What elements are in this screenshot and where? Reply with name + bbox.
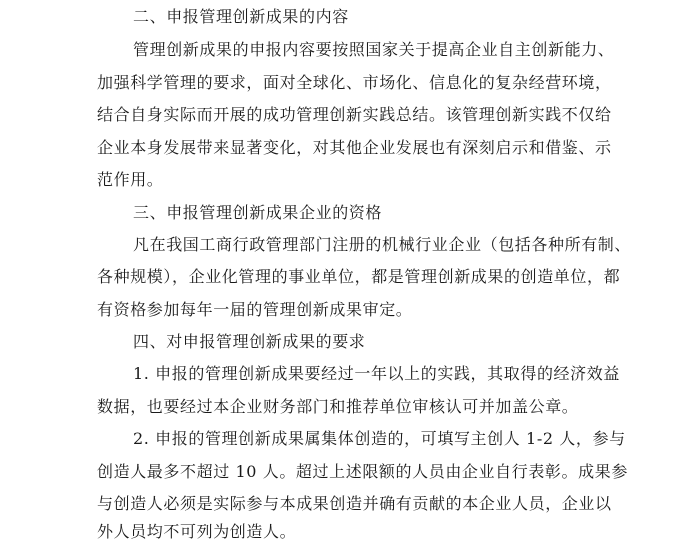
section-heading-3: 三、申报管理创新成果企业的资格	[133, 203, 383, 222]
paragraph-line: 各种规模），企业化管理的事业单位，都是管理创新成果的创造单位，都	[97, 267, 621, 286]
paragraph-line: 外人员均不可列为创造人。	[97, 522, 297, 541]
paragraph-line: 企业本身发展带来显著变化，对其他企业发展也有深刻启示和借鉴、示	[97, 138, 612, 157]
paragraph-line: 管理创新成果的申报内容要按照国家关于提高企业自主创新能力、	[133, 40, 615, 59]
paragraph-line: 加强科学管理的要求，面对全球化、市场化、信息化的复杂经营环境，	[97, 73, 612, 92]
numbered-item-1: 1. 申报的管理创新成果要经过一年以上的实践，其取得的经济效益	[133, 364, 620, 383]
paragraph-line: 数据，也要经过本企业财务部门和推荐单位审核认可并加盖公章。	[97, 397, 579, 416]
section-heading-2: 二、申报管理创新成果的内容	[133, 7, 349, 26]
section-heading-4: 四、对申报管理创新成果的要求	[133, 332, 366, 351]
paragraph-line: 与创造人必须是实际参与本成果创造并确有贡献的本企业人员，企业以	[97, 494, 612, 513]
paragraph-line: 有资格参加每年一届的管理创新成果审定。	[97, 300, 413, 319]
paragraph-line: 结合自身实际而开展的成功管理创新实践总结。该管理创新实践不仅给	[97, 105, 612, 124]
paragraph-line: 凡在我国工商行政管理部门注册的机械行业企业（包括各种所有制、	[133, 235, 632, 254]
paragraph-line: 范作用。	[97, 170, 164, 189]
paragraph-line: 创造人最多不超过 10 人。超过上述限额的人员由企业自行表彰。成果参	[97, 462, 628, 481]
numbered-item-2: 2. 申报的管理创新成果属集体创造的，可填写主创人 1-2 人，参与	[133, 429, 626, 448]
